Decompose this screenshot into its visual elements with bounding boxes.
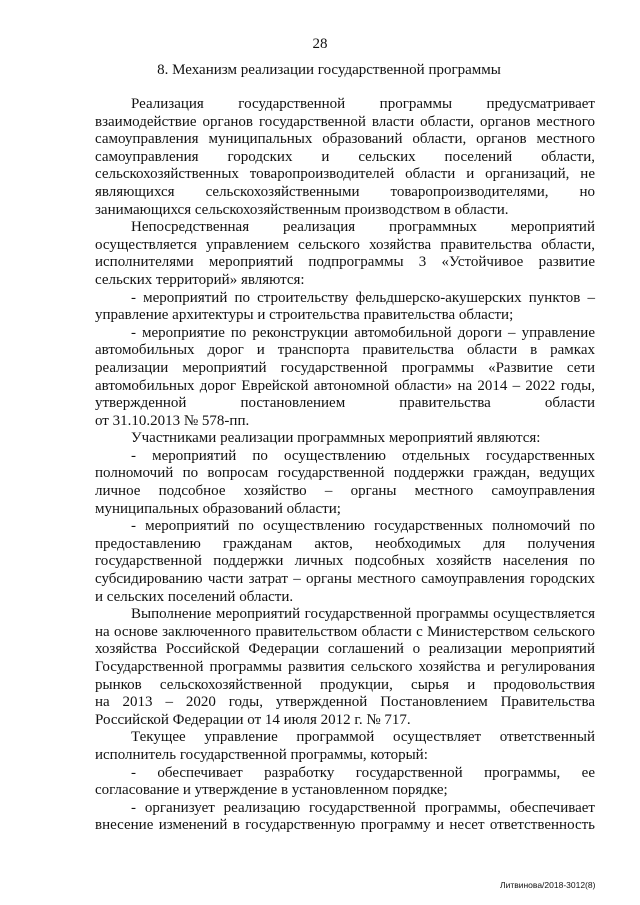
text-line: автомобильных дорог Еврейской автономной области» на 2014 – 2022 годы, <box>95 377 595 394</box>
text-line: личное подсобное хозяйство – органы местного самоуправления <box>95 483 595 500</box>
text-line: - мероприятие по реконструкции автомобильной дороги – управление <box>131 324 595 341</box>
text-line: предоставлению гражданам актов, необходимых для получения <box>95 535 595 552</box>
text-line: - обеспечивает разработку государственной программы, ее <box>131 764 595 781</box>
text-line: рынков сельскохозяйственной продукции, сырья и продовольствия <box>95 676 595 693</box>
text-line: хозяйства Российской Федерации соглашений о реализации мероприятий <box>95 641 595 658</box>
text-line: Текущее управление программой осуществляет ответственный <box>131 729 595 746</box>
text-line: - организует реализацию государственной программы, обеспечивает <box>131 799 595 816</box>
section-title: 8. Механизм реализации государственной программы <box>157 62 501 78</box>
text-line: от 31.10.2013 № 578-пп. <box>95 412 250 429</box>
text-line: сельских территорий» являются: <box>95 271 305 288</box>
text-line: самоуправления городских и сельских поселений области, <box>95 148 595 165</box>
text-line: сельскохозяйственных товаропроизводителей области и организаций, не <box>95 166 595 183</box>
text-line: на 2013 – 2020 годы, утвержденной Постановлением Правительства <box>95 694 595 711</box>
text-line: на основе заключенного правительством области с Министерством сельского <box>95 623 595 640</box>
text-line: Государственной программы развития сельского хозяйства и регулирования <box>95 659 595 675</box>
text-line: исполнитель государственной программы, который: <box>95 746 428 763</box>
text-line: - мероприятий по осуществлению отдельных государственных <box>131 447 595 464</box>
text-line: взаимодействие органов государственной власти области, органов местного <box>95 113 595 130</box>
text-line: самоуправления муниципальных образований области, органов местного <box>95 131 595 148</box>
text-line: полномочий по вопросам государственной поддержки граждан, ведущих <box>95 465 595 482</box>
text-line: Участниками реализации программных мероприятий являются: <box>131 430 541 447</box>
text-line: занимающихся сельскохозяйственным производством в области. <box>95 201 509 218</box>
text-line: управление архитектуры и строительства правительства области; <box>95 307 514 324</box>
text-line: внесение изменений в государственную программу и несет ответственность <box>95 817 595 834</box>
text-line: Российской Федерации от 14 июля 2012 г. № 717. <box>95 711 411 728</box>
page-number: 28 <box>312 36 328 52</box>
text-line: автомобильных дорог и транспорта правительства области в рамках <box>95 342 595 359</box>
text-line: государственной поддержки личных подсобных хозяйств населения по <box>95 553 595 570</box>
text-line: - мероприятий по строительству фельдшерско-акушерских пунктов – <box>131 289 595 306</box>
text-line: являющихся сельскохозяйственными товаропроизводителями, но <box>95 183 595 200</box>
text-line: Непосредственная реализация программных мероприятий <box>131 219 595 236</box>
text-line: субсидированию части затрат – органы местного самоуправления городских <box>95 571 595 588</box>
text-line: утвержденной постановлением правительства области <box>95 395 595 412</box>
text-line: - мероприятий по осуществлению государственных полномочий по <box>131 518 595 535</box>
text-line: исполнителями мероприятий подпрограммы 3 «Устойчивое развитие <box>95 254 595 271</box>
text-line: осуществляется управлением сельского хозяйства правительства области, <box>95 236 595 253</box>
text-line: Реализация государственной программы предусматривает <box>131 96 595 112</box>
text-line: Выполнение мероприятий государственной программы осуществляется <box>131 606 595 623</box>
text-line: реализации мероприятий государственной программы «Развитие сети <box>95 359 595 376</box>
footer-reference: Литвинова/2018-3012(8) <box>500 880 596 890</box>
text-line: муниципальных образований области; <box>95 500 341 517</box>
text-line: согласование и утверждение в установленном порядке; <box>95 782 448 799</box>
text-line: и сельских поселений области. <box>95 588 294 605</box>
document-body <box>95 96 595 835</box>
